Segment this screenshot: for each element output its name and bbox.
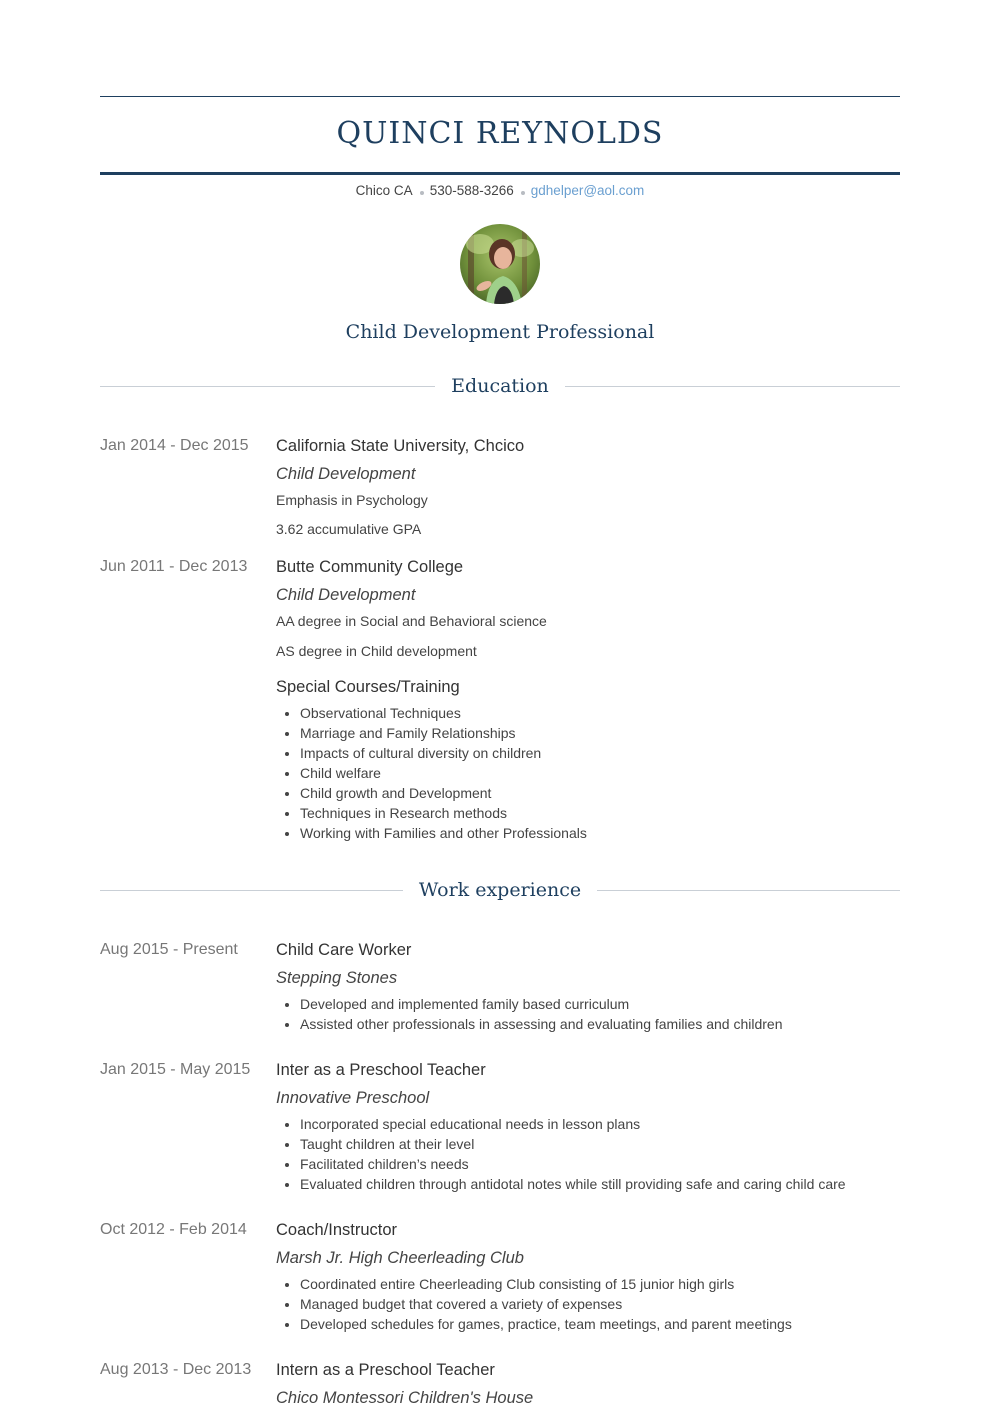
employer-name: Chico Montessori Children's House xyxy=(276,1389,534,1407)
entry-date: Oct 2012 - Feb 2014 xyxy=(100,1221,247,1238)
list-item: • Child welfare xyxy=(300,763,900,783)
list-item: • Working with Families and other Professionals xyxy=(300,823,900,843)
phone-text: 530-588-3266 xyxy=(429,183,514,198)
school-name: Butte Community College xyxy=(276,558,464,576)
responsibilities-list xyxy=(276,1274,900,1334)
education-section-title xyxy=(100,371,900,401)
list-item: • Impacts of cultural diversity on children xyxy=(300,743,900,763)
location-text: Chico CA xyxy=(355,183,413,198)
job-title: Inter as a Preschool Teacher xyxy=(276,1061,486,1079)
entry-body xyxy=(276,556,900,843)
entry-body xyxy=(276,1359,900,1409)
contact-line xyxy=(100,181,900,201)
entry-body xyxy=(276,435,900,539)
entry-date: Aug 2015 - Present xyxy=(100,941,238,958)
list-item: • Coordinated entire Cheerleading Club consisting of 15 junior high girls xyxy=(300,1274,900,1294)
list-item: • Incorporated special educational needs in lesson plans xyxy=(300,1114,900,1134)
list-item: • Evaluated children through antidotal notes while still providing safe and caring child care xyxy=(300,1174,900,1194)
list-item: • Taught children at their level xyxy=(300,1134,900,1154)
entry-date: Aug 2013 - Dec 2013 xyxy=(100,1361,252,1378)
employer-name: Stepping Stones xyxy=(276,969,398,987)
list-item: • Techniques in Research methods xyxy=(300,803,900,823)
list-item: • Managed budget that covered a variety of expenses xyxy=(300,1294,900,1314)
education-detail: 3.62 accumulative GPA xyxy=(276,521,422,537)
entry-date: Jun 2011 - Dec 2013 xyxy=(100,558,248,575)
work-section-title xyxy=(100,875,900,905)
job-title: Child Care Worker xyxy=(276,941,412,959)
field-of-study: Child Development xyxy=(276,586,416,604)
courses-list xyxy=(276,703,900,843)
responsibilities-list xyxy=(276,994,900,1034)
header-top-rule xyxy=(100,96,900,97)
job-title: Coach/Instructor xyxy=(276,1221,398,1239)
responsibilities-list xyxy=(276,1114,900,1194)
list-item: • Assisted other professionals in assessing and evaluating families and children xyxy=(300,1014,900,1034)
header-bottom-rule xyxy=(100,172,900,175)
professional-headline: Child Development Professional xyxy=(345,321,655,343)
entry-body xyxy=(276,1059,900,1194)
list-item: • Observational Techniques xyxy=(300,703,900,723)
avatar xyxy=(460,224,540,304)
entry-body xyxy=(276,939,900,1034)
list-item: • Child growth and Development xyxy=(300,783,900,803)
employer-name: Innovative Preschool xyxy=(276,1089,430,1107)
education-detail: AS degree in Child development xyxy=(276,643,477,659)
entry-date: Jan 2014 - Dec 2015 xyxy=(100,437,249,454)
bullet-dot-icon xyxy=(420,191,424,195)
education-detail: Emphasis in Psychology xyxy=(276,492,428,508)
education-detail: AA degree in Social and Behavioral science xyxy=(276,613,547,629)
employer-name: Marsh Jr. High Cheerleading Club xyxy=(276,1249,524,1267)
job-title: Intern as a Preschool Teacher xyxy=(276,1361,495,1379)
entry-date: Jan 2015 - May 2015 xyxy=(100,1061,251,1078)
list-item: • Facilitated children’s needs xyxy=(300,1154,900,1174)
special-courses-heading: Special Courses/Training xyxy=(276,678,460,696)
candidate-name: QUINCI REYNOLDS xyxy=(336,116,664,151)
list-item: • Developed and implemented family based curriculum xyxy=(300,994,900,1014)
school-name: California State University, Chcico xyxy=(276,437,525,455)
section-heading: Education xyxy=(451,375,549,397)
section-heading: Work experience xyxy=(418,879,582,901)
avatar-photo xyxy=(460,224,540,304)
list-item: • Developed schedules for games, practice, team meetings, and parent meetings xyxy=(300,1314,900,1334)
list-item: • Marriage and Family Relationships xyxy=(300,723,900,743)
email-link[interactable]: gdhelper@aol.com xyxy=(530,183,645,198)
entry-body xyxy=(276,1219,900,1334)
bullet-dot-icon xyxy=(521,191,525,195)
field-of-study: Child Development xyxy=(276,465,416,483)
